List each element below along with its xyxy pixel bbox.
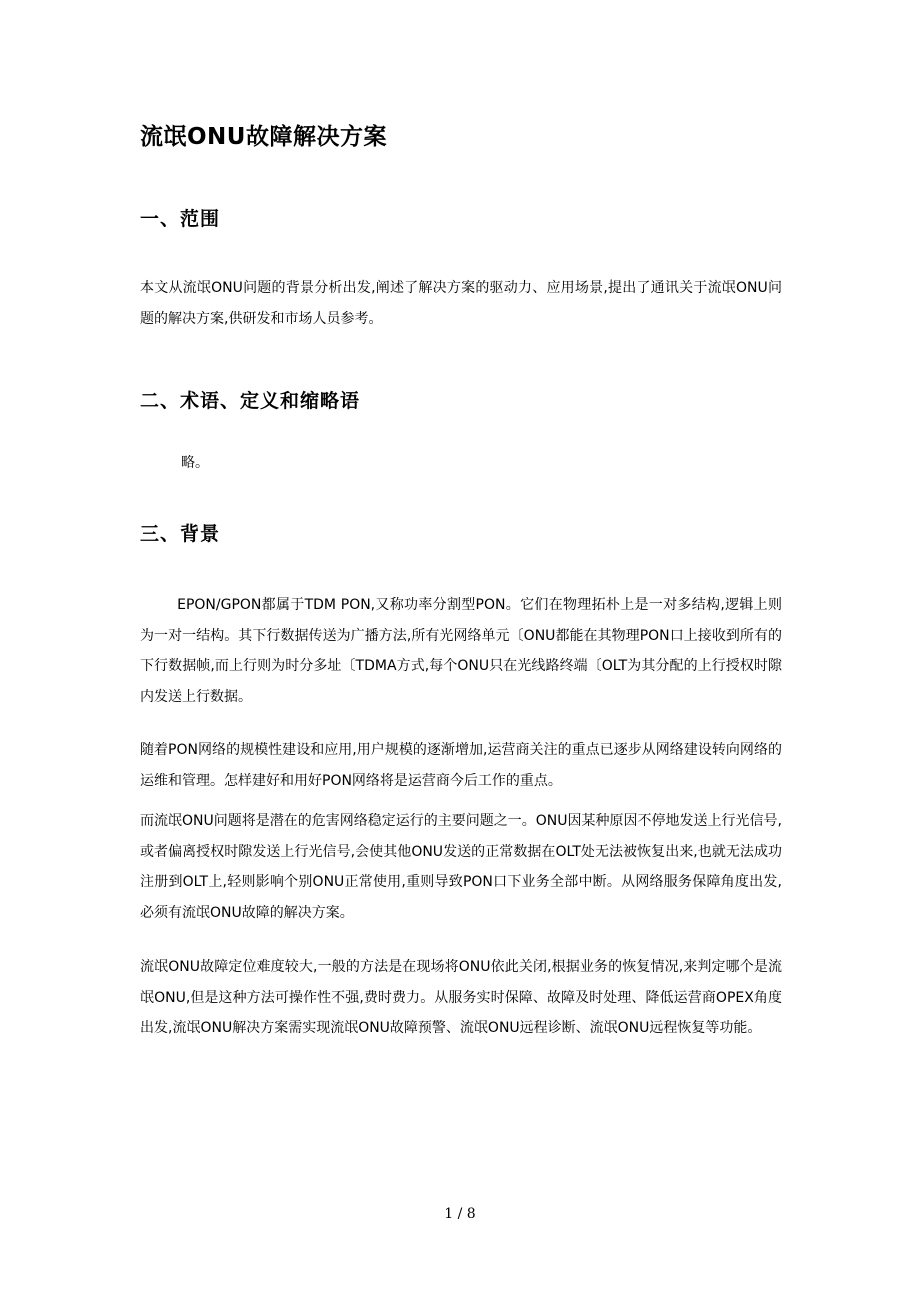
scope-paragraph: 本文从流氓ONU问题的背景分析出发,阐述了解决方案的驱动力、应用场景,提出了通讯关于流氓ONU问题的解决方案,供研发和市场人员参考。: [140, 280, 782, 327]
terms-paragraph: 略。: [181, 455, 209, 471]
document-title: 流氓ONU故障解决方案: [140, 124, 387, 150]
section-heading-background: 三、背景: [140, 523, 221, 545]
background-paragraph-1: EPON/GPON都属于TDM PON,又称功率分割型PON。它们在物理拓朴上是一对多结构,逻辑上则为一对一结构。其下行数据传送为广播方法,所有光网络单元〔ONU都能在其物理PON口上接收到所有的下行数据帧,而上行则为时分多址〔TDMA方式,每个ONU只在光线路终端〔OLT为其分配的上行授权时隙内发送上行数据。: [140, 597, 782, 705]
page-number: 1 / 8: [444, 1206, 476, 1222]
background-paragraph-3: 而流氓ONU问题将是潜在的危害网络稳定运行的主要问题之一。ONU因某种原因不停地发送上行光信号,或者偏离授权时隙发送上行光信号,会使其他ONU发送的正常数据在OLT处无法被恢复出来,也就无法成功注册到OLT上,轻则影响个别ONU正常使用,重则导致PON口下业务全部中断。从网络服务保障角度出发,必须有流氓ONU故障的解决方案。: [140, 813, 782, 921]
section-heading-scope: 一、范围: [140, 208, 221, 230]
section-heading-terms: 二、术语、定义和缩略语: [140, 390, 361, 412]
background-paragraph-4: 流氓ONU故障定位难度较大,一般的方法是在现场将ONU依此关闭,根据业务的恢复情况,来判定哪个是流氓ONU,但是这种方法可操作性不强,费时费力。从服务实时保障、故障及时处理、降低运营商OPEX角度出发,流氓ONU解决方案需实现流氓ONU故障预警、流氓ONU远程诊断、流氓ONU远程恢复等功能。: [140, 959, 782, 1036]
background-paragraph-2: 随着PON网络的规模性建设和应用,用户规模的逐渐增加,运营商关注的重点已逐步从网络建设转向网络的运维和管理。怎样建好和用好PON网络将是运营商今后工作的重点。: [140, 742, 782, 789]
